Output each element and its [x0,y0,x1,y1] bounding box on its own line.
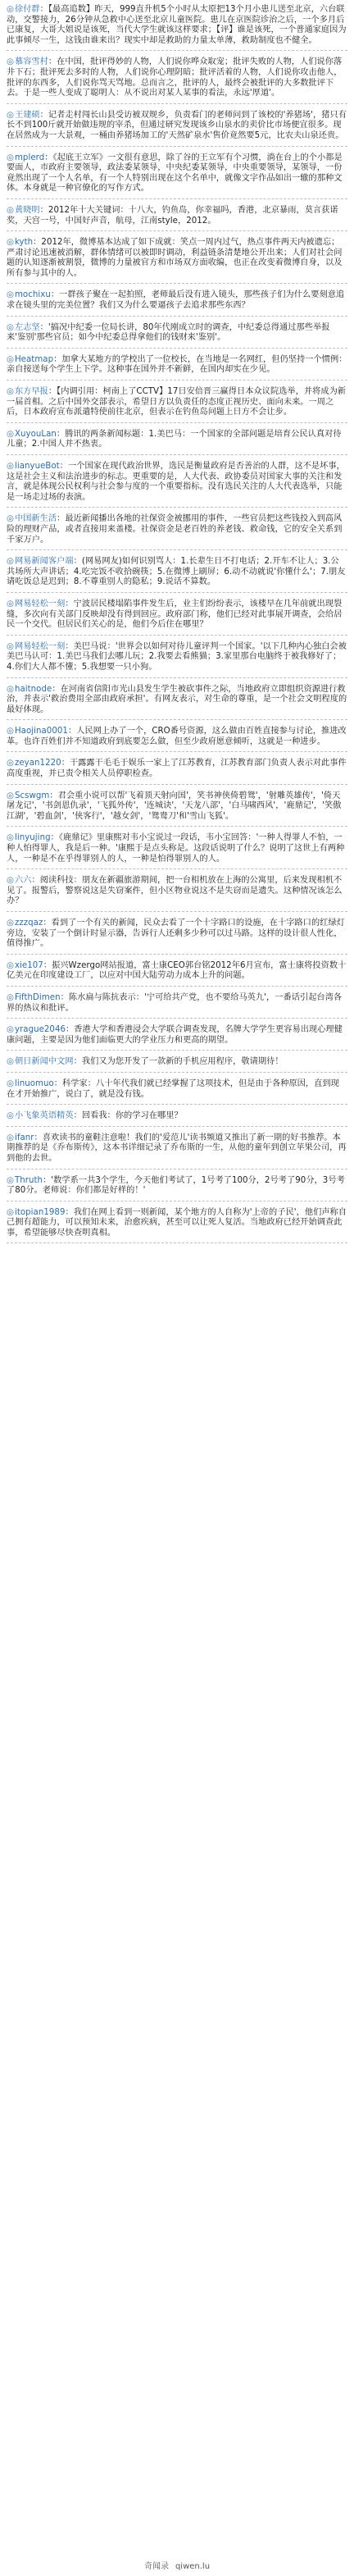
post-body: 在河南省信阳市光山县发生学生被砍事件之际，当地政府立即组织资源进行救治，并表示'救治费用全部由政府承担'。有网友表示，对生命的尊重，是一个社会文明程度的最好体现。 [7,684,347,714]
post-text: ◎网易轻松一刻：宁波居民楼塌陷事件发生后，业主们纷纷表示，该楼早在几年前就出现裂缝，多次向有关部门反映却没有得到回应。政府部门称，他们已经对此事展开调查，会给居民一个交代。但居民们关心的是，他们今后住在哪里？ [7,599,343,630]
post-text: ◎Haojina0001：人民网上办了一个，CRO番号资源，这么做由百姓直接参与讨论，推进改革。也许百姓们并不知道政府到底要怎么做，但至少政府愿意倾听，这就是一种进步。 [7,727,347,746]
post-item [7,1176,347,1208]
post-item [7,1111,347,1133]
post-text: ◎慕容雪村：在中国，批评得妙的人物，人们说你哗众取宠；批评失败的人物，人们说你落井下石；批评死去多时的人物，人们说你心理阴暗；批评活着的人物，人们说你攻击他人，批评的东西多，人们说你骂天骂地。总而言之，批评的人，最终会被批评的大多数批评下去。于是一些人变成了聪明人：从不说出对某人某事的看法，永远'厚道'。 [7,57,343,98]
post-body: (网易网友)如何识别骂人：1.长辈生日不打电话；2.开车不让人；3.公共场所大声讲话；4.吃完饭不收拾碗筷；5.在微博上刷屏；6.动不动就说'你懂什么'；7.朋友请吃饭总是迟到；8.不尊重别人的隐私；9.说话不算数。 [7,557,346,587]
post-text: ◎东方早报：【内调引用：柯南上了CCTV】17日安倍晋三赢得日本众议院选举，并将成为新一届首相。之后中国外交部表示，希望日方以负责任的态度正视历史、面向未来。一周之后，日本政府宣布派遣特使前往北京，但表示在钓鱼岛问题上日方不会让步。 [7,387,347,417]
post-divider [7,316,347,317]
post-item [7,111,347,153]
post-body: 阅读科技：朋友在新疆旅游期间，把一台相机放在上海的公寓里，后来发现相机不见了。报警后，警察说这是失窃案件，但小区物业说这不是失窃而是遗失。这种情况该怎么办？ [7,876,343,906]
post-list [7,5,347,1250]
post-text: ◎王建硕：记者走村闯长山县受访被双规乡，负责看门的老师问到了该校的'养猪场'，猪只有长不到100斤就开始做违规的宰杀，但通过研究发现该乡山泉水的卖价比市场便宜很多。现在居然成为一大景观，一桶由养猪场加工的'天然矿泉水'售价竟然要5元，比农夫山泉还贵。 [7,110,347,140]
bullet-icon: ◎ [7,110,14,120]
post-author[interactable]: 网易轻松一刻 [14,641,66,651]
bullet-icon: ◎ [7,684,14,694]
post-divider [7,230,347,231]
post-item [7,355,347,387]
post-author[interactable]: zeyan1220 [14,759,61,768]
post-body: 一个国家在现代政治世界，选民是衡量政府是否善治的人群，这不是坏事，这是社会主义和法治进步的标志。更重要的是，人大代表、政协委员对国家大事的关注和发言，就是体现公民权利与社会参与度的一个重要指标。没有选民关注的人大代表选举，只能是一场走过场的表演。 [7,462,345,502]
bullet-icon: ◎ [7,791,14,800]
post-item [7,557,347,600]
post-body: 喜欢读书的童鞋注意啦！我们的'爱范儿'读书频道又推出了新一期的好书推荐。本期推荐的是《乔布斯传》，这本书详细记录了乔布斯的一生，从他的童年到创立苹果公司，再到他的去世。 [7,1133,347,1163]
bullet-icon: ◎ [7,919,14,928]
post-text: ◎kyth：2012年，微博基本达成了如下成就：笑点一周内过气，热点事件两天内被遗忘；严肃讨论迅速被消解，群体情绪可以被即时调动，利益链条清楚地公开出来；人们对社会问题的认知逐渐被割裂，微博的力量被官方和市场双方面收编，也正在改变着微博自身，以及所有参与其中的人。 [7,238,343,278]
bullet-icon: ◎ [7,1207,14,1217]
post-item [7,387,347,430]
post-author[interactable]: mochixu [14,290,51,300]
bullet-icon: ◎ [7,960,14,970]
post-item [7,323,347,355]
post-text: ◎XuyouLan：腾讯的两条新闻标题：1.美巴马：一个国家的全部问题是培育公民认真对待儿童；2.中国人并不热衷。 [7,429,342,449]
post-divider [7,1104,347,1105]
post-divider [7,283,347,284]
post-divider [7,954,347,955]
post-author[interactable]: 网易轻松一刻 [14,599,66,609]
post-divider [7,380,347,381]
post-divider [7,507,347,508]
footer-id: qiwen.lu [175,2562,211,2571]
post-author[interactable]: kyth [14,238,34,248]
post-author[interactable]: 王建硕 [14,110,40,120]
post-text: ◎linuomuo：科学家：八十年代我们就已经掌握了这项技术，但是由于各种原因，直到现在才开始推广，说白了，就是没有钱。 [7,1078,339,1099]
bullet-icon: ◎ [7,1078,14,1088]
bullet-icon: ◎ [7,387,14,397]
post-author[interactable]: 朝日新闻中文网 [14,1057,74,1067]
bullet-icon: ◎ [7,1133,14,1142]
post-item [7,290,347,322]
post-body: 【最高追数】昨天，999直升机5个小时从太原把13个月小患儿送至北京，六台联动，交警接力，26分钟从急救中心送至北京儿童医院。患儿在京医院诊治之后，一个多月后已康复，大哥大姐说是该死，当代大学生就该这样要求；【评】谁是该死，一个普通家庭因为此事倾尽一生，这钱由谁来出？现实中却是救助的力量太单薄，救助制度也不健全。 [7,5,347,45]
post-divider [7,635,347,636]
post-body: 《起底王立军》一文很有意思，除了谷的王立军有个习惯，淌在台上的个小都是要面人，市政府主要领导，政法委某领导，中央纪委某领导，中央重要领导，某领导，一份竟然出现了一个人名单，有一个人特别出现在这个名单中，就像文字作品如出一辙的那种文体。本身就是一种官僚化的写作方式。 [7,153,343,194]
post-body: '搞况中纪委一位局长讲，80年代刚成立时的调查，中纪委总得通过那些举报来'鉴别'那些官员；如今中纪委总得拿他们的钱财来'鉴别'。 [7,322,330,343]
post-body: 最近新闻播出各地的社保资金被挪用的事件，一些官员把这些钱投入到高风险的理财产品，或者直接用来盖楼。社保资金是老百姓的养老钱、救命钱，它的安全关系到千家万户。 [7,514,343,545]
post-divider [7,454,347,455]
post-item [7,430,347,462]
post-text: ◎FifthDimen：陈水扁与陈抗表示：'宁可给共产党，也不要给马英九'，一番话引起台湾各界的热议和批评。 [7,992,343,1013]
bullet-icon: ◎ [7,5,14,14]
post-item [7,600,347,642]
post-text: ◎lianyueBot：一个国家在现代政治世界，选民是衡量政府是否善治的人群，这不是坏事，这是社会主义和法治进步的标志。更重要的是，人大代表、政协委员对国家大事的关注和发言，就是体现公民权利与社会参与度的一个重要指标。没有选民关注的人大代表选举，只能是一场走过场的表演。 [7,462,345,502]
post-text: ◎小飞象英语精英：回看我：你的学习在哪里？ [7,1111,183,1121]
post-divider [7,422,347,423]
bullet-icon: ◎ [7,238,14,248]
bullet-icon: ◎ [7,641,14,651]
post-text: ◎徐付群：【最高追数】昨天，999直升机5个小时从太原把13个月小患儿送至北京，六台联动，交警接力，26分钟从急救中心送至北京儿童医院。患儿在京医院诊治之后，一个多月后已康复，大哥大姐说是该死，当代大学生就该这样要求；【评】谁是该死，一个普通家庭因为此事倾尽一生，这钱由谁来出？现实中却是救助的力量太单薄，救助制度也不健全。 [7,5,347,45]
post-divider [7,751,347,752]
post-body: 记者走村闯长山县受访被双规乡，负责看门的老师问到了该校的'养猪场'，猪只有长不到100斤就开始做违规的宰杀，但通过研究发现该乡山泉水的卖价比市场便宜很多。现在居然成为一大景观，一桶由养猪场加工的'天然矿泉水'售价竟然要5元，比农夫山泉还贵。 [7,110,347,140]
post-item [7,238,347,290]
post-body: 人民网上办了一个，CRO番号资源，这么做由百姓直接参与讨论，推进改革。也许百姓们并不知道政府到底要怎么做，但至少政府愿意倾听，这就是一种进步。 [7,727,347,746]
post-divider [7,1126,347,1127]
post-divider [7,549,347,550]
post-text: ◎中国新生活：最近新闻播出各地的社保资金被挪用的事件，一些官员把这些钱投入到高风险的理财产品，或者直接用来盖楼。社保资金是老百姓的养老钱、救命钱，它的安全关系到千家万户。 [7,514,343,545]
post-divider [7,911,347,912]
post-author[interactable]: zzzqaz [14,919,43,928]
post-item [7,791,347,834]
post-divider [7,50,347,51]
post-author[interactable]: Scswgm [14,791,50,800]
post-author[interactable]: itopian1989 [14,1207,66,1217]
post-divider [7,826,347,827]
post-body: 振兴Wzergo网站报道，富士康CEO郭台铭2012年6月宣布，富士康将投资数十亿美元在印度建设工厂，以应对中国大陆劳动力成本上升的问题。 [7,960,347,981]
post-divider [7,103,347,104]
post-author[interactable]: 慕容雪村 [14,57,48,67]
post-author[interactable]: 网易新闻客户端 [14,557,74,567]
post-item [7,206,347,238]
post-author[interactable]: Thruth [14,1175,43,1185]
post-item [7,1057,347,1079]
bullet-icon: ◎ [7,290,14,300]
post-body: 陈水扁与陈抗表示：'宁可给共产党，也不要给马英九'，一番话引起台湾各界的热议和批评。 [7,992,343,1013]
bullet-icon: ◎ [7,57,14,67]
post-author[interactable]: 左志坚 [14,322,40,332]
post-text: ◎朝日新闻中文网：我们又为您开发了一款新的手机应用程序，敬请期待！ [7,1057,284,1067]
bullet-icon: ◎ [7,514,14,524]
post-item [7,153,347,206]
post-body: 科学家：八十年代我们就已经掌握了这项技术，但是由于各种原因，直到现在才开始推广，说白了，就是没有钱。 [7,1078,339,1099]
post-author[interactable]: linyujing [14,833,51,843]
post-item [7,685,347,727]
post-divider [7,677,347,678]
post-author[interactable]: XuyouLan [14,429,57,439]
post-text: ◎ifanr：喜欢读书的童鞋注意啦！我们的'爱范儿'读书频道又推出了新一期的好书推荐。本期推荐的是《乔布斯传》，这本书详细记录了乔布斯的一生，从他的童年到创立苹果公司，再到他的去世。 [7,1133,347,1163]
post-item [7,57,347,110]
post-body: '数学系一共3个学生，今天他们考试了，1号考了100分，2号考了90分，3号考了80分。老师说：你们都是好样的！' [7,1175,345,1196]
post-text: ◎左志坚：'搞况中纪委一位局长讲，80年代刚成立时的调查，中纪委总得通过那些举报来'鉴别'那些官员；如今中纪委总得拿他们的钱财来'鉴别'。 [7,322,330,343]
post-text: ◎mochixu：一群孩子聚在一起拍照，老师最后没有进入镜头，那些孩子们为什么要刻意追求在镜头里的完美位置？我们又为什么要逼孩子去追求那些东西？ [7,290,345,311]
bullet-icon: ◎ [7,1111,14,1121]
post-author[interactable]: 黄晓明 [14,205,40,215]
footer [0,2559,354,2571]
bullet-icon: ◎ [7,1057,14,1067]
bullet-icon: ◎ [7,205,14,215]
bullet-icon: ◎ [7,1025,14,1035]
post-text: ◎linyujing：《鹿鼎记》里康熙对韦小宝说过一段话，韦小宝回答：'一种人得罪人不怕，一种人怕得罪人，我是后一种。'康熙于是点头称是。这段话说明了什么？说明了这世上有两种人，一种是不在乎得罪别人的人，一种是怕得罪别人的人。 [7,833,345,864]
post-item [7,5,347,57]
post-item [7,961,347,993]
post-divider [7,1242,347,1243]
post-author[interactable]: ifanr [14,1133,34,1142]
post-divider [7,146,347,147]
footer-site: 奇闻录 [143,2562,169,2571]
post-body: 看到了一个有关的新闻，民众去看了一个十字路口的设施，在十字路口的红绿灯旁边，安装了一个倒计时显示器，告诉行人还剩多少秒可以过马路。这样的设计很人性化，值得推广。 [7,919,345,949]
post-text: ◎Scswgm：君会重小说可以帮'飞着顶天射向国'，笑书神侠倚碧鸳'，'射雕英雄传'，'倚天屠龙记'，'书剑恩仇录'，'飞狐外传'，'连城诀'，'天龙八部'，'白马啸西风'，'鹿鼎记'，'笑傲江湖'，'碧血剑'，'侠客行'，'越女剑'，'鸳鸯刀'和'雪山飞狐'。 [7,791,342,821]
post-divider [7,348,347,349]
post-text: ◎Heatmap：加拿大某地方的学校出了一位校长，在当地是一名网红，但仍坚持一个惯例：亲自接送每个学生上下学。这种事在国外并不新鲜，在国内却实在少见。 [7,354,347,375]
post-author[interactable]: mplerd [14,153,45,162]
post-body: 美巴马说：'世界会以如何对待儿童评判一个国家。'以下几种内心独白会被美巴马认可：1.美巴马我们去哪儿玩；2.我要去看熊猫；3.家里那台电脑终于被我修好了；4.你们大人都不懂；5.我想要一只小狗。 [7,641,347,672]
post-body: 加拿大某地方的学校出了一位校长，在当地是一名网红，但仍坚持一个惯例：亲自接送每个学生上下学。这种事在国外并不新鲜，在国内却实在少见。 [7,354,347,375]
post-body: 宁波居民楼塌陷事件发生后，业主们纷纷表示，该楼早在几年前就出现裂缝，多次向有关部门反映却没有得到回应。政府部门称，他们已经对此事展开调查，会给居民一个交代。但居民们关心的是，他们今后住在哪里？ [7,599,343,630]
post-item [7,1208,347,1251]
post-text: ◎mplerd：《起底王立军》一文很有意思，除了谷的王立军有个习惯，淌在台上的个小都是要面人，市政府主要领导，政法委某领导，中央纪委某领导，中央重要领导，某领导，一份竟然出现了一个人名单，有一个人特别出现在这个名单中，就像文字作品如出一辙的那种文体。本身就是一种官僚化的写作方式。 [7,153,343,194]
post-body: 【内调引用：柯南上了CCTV】17日安倍晋三赢得日本众议院选举，并将成为新一届首相。之后中国外交部表示，希望日方以负责任的态度正视历史、面向未来。一周之后，日本政府宣布派遣特使前往北京，但表示在钓鱼岛问题上日方不会让步。 [7,387,347,417]
bullet-icon: ◎ [7,992,14,1002]
post-body: 香港大学和香港浸会大学联合调查发现，名牌大学学生更容易出现心理健康问题，主要是因为他们面临更大的学业压力和更高的期望。 [7,1025,343,1045]
bullet-icon: ◎ [7,429,14,439]
post-text: ◎zeyan1220：干露露干毛毛于娱乐一家上了江苏教育，江苏教育部门负责人表示对此事件高度重视，并已责令相关人员停职检查。 [7,759,347,779]
post-text: ◎网易轻松一刻：美巴马说：'世界会以如何对待儿童评判一个国家。'以下几种内心独白会被美巴马认可：1.美巴马我们去哪儿玩；2.我要去看熊猫；3.家里那台电脑终于被我修好了；4.你们大人都不懂；5.我想要一只小狗。 [7,641,347,672]
post-body: 在中国，批评得妙的人物，人们说你哗众取宠；批评失败的人物，人们说你落井下石；批评死去多时的人物，人们说你心理阴暗；批评活着的人物，人们说你攻击他人，批评的东西多，人们说你骂天骂地。总而言之，批评的人，最终会被批评的大多数批评下去。于是一些人变成了聪明人：从不说出对某人某事的看法，永远'厚道'。 [7,57,343,98]
post-body: 我们在网上看到一则新闻，某个地方的人自称为'上帝的子民'，他们声称自己拥有超能力，可以预知未来，治愈疾病，甚至可以让死人复活。当地政府已经开始调查此事，希望能够尽快查明真相。 [7,1207,347,1238]
post-divider [7,986,347,987]
post-divider [7,1072,347,1073]
post-author[interactable]: xie107 [14,960,43,970]
post-item [7,1133,347,1176]
post-divider [7,592,347,593]
post-body: 一群孩子聚在一起拍照，老师最后没有进入镜头，那些孩子们为什么要刻意追求在镜头里的完美位置？我们又为什么要逼孩子去追求那些东西？ [7,290,345,311]
post-text: ◎zzzqaz：看到了一个有关的新闻，民众去看了一个十字路口的设施，在十字路口的红绿灯旁边，安装了一个倒计时显示器，告诉行人还剩多少秒可以过马路。这样的设计很人性化，值得推广。 [7,919,345,949]
post-body: 干露露干毛毛于娱乐一家上了江苏教育，江苏教育部门负责人表示对此事件高度重视，并已责令相关人员停职检查。 [7,759,347,779]
post-item [7,993,347,1025]
post-text: ◎itopian1989：我们在网上看到一则新闻，某个地方的人自称为'上帝的子民'，他们声称自己拥有超能力，可以预知未来，治愈疾病，甚至可以让死人复活。当地政府已经开始调查此事，希望能够尽快查明真相。 [7,1207,347,1238]
post-author[interactable]: 中国新生活 [14,514,57,524]
post-body: 我们又为您开发了一款新的手机应用程序，敬请期待！ [81,1057,284,1067]
post-divider [7,1018,347,1019]
post-author[interactable]: 徐付群 [14,5,40,14]
post-item [7,919,347,961]
post-text: ◎Thruth：'数学系一共3个学生，今天他们考试了，1号考了100分，2号考了90分，3号考了80分。老师说：你们都是好样的！' [7,1175,345,1196]
post-author[interactable]: linuomuo [14,1078,54,1088]
post-item [7,1025,347,1057]
post-divider [7,198,347,199]
bullet-icon: ◎ [7,1175,14,1185]
post-author[interactable]: 东方早报 [14,387,48,397]
post-author[interactable]: haitnode [14,684,52,694]
post-author[interactable]: yrague2046 [14,1025,66,1035]
post-author[interactable]: 六六 [14,876,32,886]
bullet-icon: ◎ [7,833,14,843]
post-item [7,1079,347,1111]
post-divider [7,719,347,720]
post-item [7,727,347,759]
post-item [7,642,347,685]
post-text: ◎网易新闻客户端：(网易网友)如何识别骂人：1.长辈生日不打电话；2.开车不让人；3.公共场所大声讲话；4.吃完饭不收拾碗筷；5.在微博上刷屏；6.动不动就说'你懂什么'；7.朋友请吃饭总是迟到；8.不尊重别人的隐私；9.说话不算数。 [7,557,346,587]
post-author[interactable]: Haojina0001 [14,727,68,736]
bullet-icon: ◎ [7,462,14,471]
post-author[interactable]: FifthDimen [14,992,61,1002]
post-body: 君会重小说可以帮'飞着顶天射向国'，笑书神侠倚碧鸳'，'射雕英雄传'，'倚天屠龙记'，'书剑恩仇录'，'飞狐外传'，'连城诀'，'天龙八部'，'白马啸西风'，'鹿鼎记'，'笑傲江湖'，'碧血剑'，'侠客行'，'越女剑'，'鸳鸯刀'和'雪山飞狐'。 [7,791,342,821]
post-text: ◎yrague2046：香港大学和香港浸会大学联合调查发现，名牌大学学生更容易出现心理健康问题，主要是因为他们面临更大的学业压力和更高的期望。 [7,1025,343,1045]
post-item [7,876,347,919]
post-body: 回看我：你的学习在哪里？ [81,1111,183,1121]
post-author[interactable]: Heatmap [14,354,54,364]
bullet-icon: ◎ [7,759,14,768]
post-divider [7,1050,347,1051]
post-text: ◎xie107：振兴Wzergo网站报道，富士康CEO郭台铭2012年6月宣布，富士康将投资数十亿美元在印度建设工厂，以应对中国大陆劳动力成本上升的问题。 [7,960,347,981]
post-text: ◎haitnode：在河南省信阳市光山县发生学生被砍事件之际，当地政府立即组织资源进行救治，并表示'救治费用全部由政府承担'。有网友表示，对生命的尊重，是一个社会文明程度的最好体现。 [7,684,347,714]
post-body: 《鹿鼎记》里康熙对韦小宝说过一段话，韦小宝回答：'一种人得罪人不怕，一种人怕得罪人，我是后一种。'康熙于是点头称是。这段话说明了什么？说明了这世上有两种人，一种是不在乎得罪别人的人，一种是怕得罪别人的人。 [7,833,345,864]
post-text: ◎黄晓明：2012年十大关键词：十八大，钓鱼岛，你幸福吗，香港，北京暴雨，莫言获诺奖，天宫一号，中国好声音，航母，江南style，2012。 [7,205,338,226]
post-item [7,759,347,791]
bullet-icon: ◎ [7,599,14,609]
post-author[interactable]: 小飞象英语精英 [14,1111,74,1121]
bullet-icon: ◎ [7,876,14,886]
post-item [7,462,347,514]
post-body: 2012年，微博基本达成了如下成就：笑点一周内过气，热点事件两天内被遗忘；严肃讨论迅速被消解，群体情绪可以被即时调动，利益链条清楚地公开出来；人们对社会问题的认知逐渐被割裂，微博的力量被官方和市场双方面收编，也正在改变着微博自身，以及所有参与其中的人。 [7,238,343,278]
post-author[interactable]: lianyueBot [14,462,60,471]
bullet-icon: ◎ [7,354,14,364]
post-divider [7,784,347,785]
bullet-icon: ◎ [7,557,14,567]
post-body: 腾讯的两条新闻标题：1.美巴马：一个国家的全部问题是培育公民认真对待儿童；2.中国人并不热衷。 [7,429,342,449]
post-item [7,833,347,876]
post-body: 2012年十大关键词：十八大，钓鱼岛，你幸福吗，香港，北京暴雨，莫言获诺奖，天宫一号，中国好声音，航母，江南style，2012。 [7,205,338,226]
post-text: ◎六六：阅读科技：朋友在新疆旅游期间，把一台相机放在上海的公寓里，后来发现相机不见了。报警后，警察说这是失窃案件，但小区物业说这不是失窃而是遗失。这种情况该怎么办？ [7,876,343,906]
bullet-icon: ◎ [7,322,14,332]
bullet-icon: ◎ [7,727,14,736]
post-item [7,514,347,557]
bullet-icon: ◎ [7,153,14,162]
